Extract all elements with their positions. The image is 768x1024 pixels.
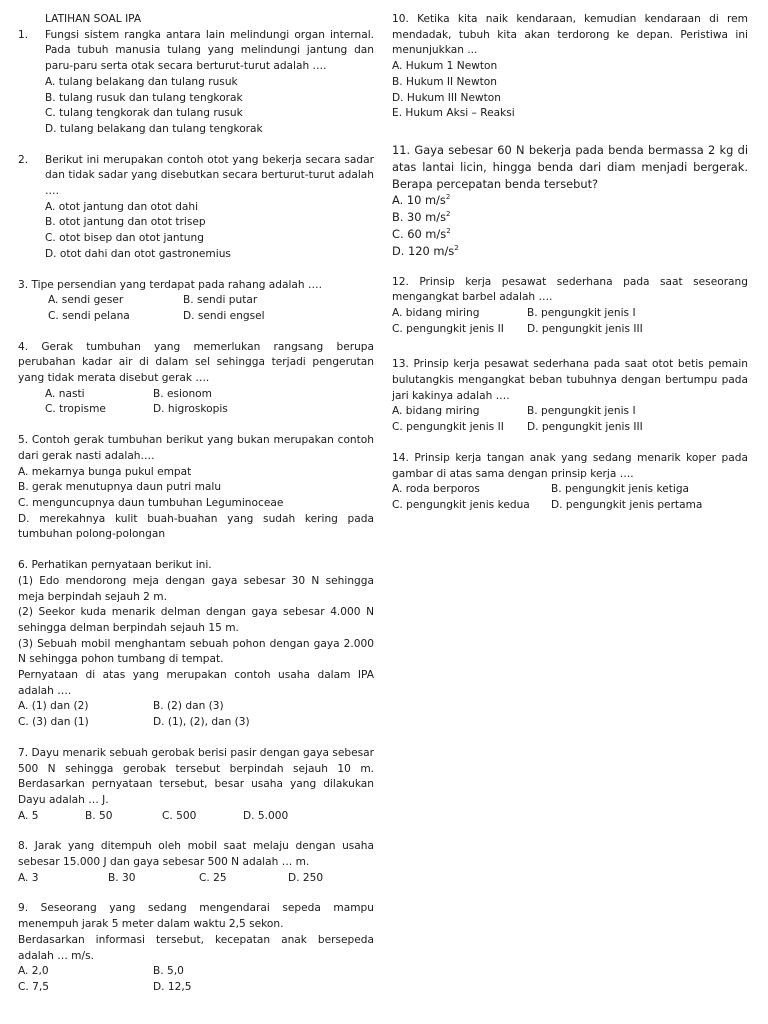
option: D. sendi engsel (183, 309, 265, 322)
option: B. 30 $m/s^2$ (392, 210, 451, 225)
question-text: Fungsi sistem rangka antara lain melindungi organ internal. Pada tubuh manusia tulang yang melindungi jantung dan paru-paru serta otak secara berturut-turut adalah …. (45, 28, 374, 73)
option: C. tulang tengkorak dan tulang rusuk (45, 107, 243, 120)
question-7 (18, 746, 374, 825)
option: B. Hukum II Newton (392, 75, 497, 88)
option: A. nasti (45, 387, 85, 400)
option: A. bidang miring (392, 306, 480, 319)
question-3 (18, 278, 374, 325)
option: C. 7,5 (18, 980, 49, 993)
option: B. 30 (108, 871, 136, 884)
statement: (1) Edo mendorong meja dengan gaya sebesar 30 N sehingga meja berpindah sejauh 2 m. (18, 574, 374, 603)
question-text: 7. Dayu menarik sebuah gerobak berisi pasir dengan gaya sebesar 500 N sehingga gerobak tersebut berpindah sejauh 10 m. Berdasarkan pernyataan tersebut, besar usaha yang dilakukan Dayu adalah … J. (18, 746, 374, 806)
option: D. higroskopis (153, 403, 228, 416)
question-9 (18, 901, 374, 995)
option: C. menguncupnya daun tumbuhan Leguminoceae (18, 496, 284, 509)
option: B. tulang rusuk dan tulang tengkorak (45, 91, 243, 104)
option: B. esionom (153, 387, 212, 400)
option: A. Hukum 1 Newton (392, 60, 498, 73)
worksheet-title: LATIHAN SOAL IPA (45, 13, 142, 25)
superscript: 2 (445, 193, 451, 202)
option: A. (1) dan (2) (18, 700, 89, 713)
question-prompt: Berdasarkan informasi tersebut, kecepatan anak bersepeda adalah … m/s. (18, 933, 374, 962)
option: A. mekarnya bunga pukul empat (18, 465, 192, 478)
option: B. pengungkit jenis I (527, 405, 636, 418)
option: E. Hukum Aksi – Reaksi (392, 107, 515, 120)
question-5 (18, 433, 374, 543)
statement: (2) Seekor kuda menarik delman dengan gaya sebesar 4.000 N sehingga delman berpindah sejauh 15 m. (18, 606, 374, 634)
option: B. gerak menutupnya daun putri malu (18, 481, 222, 494)
option: D. pengungkit jenis III (527, 421, 643, 434)
question-text: 4. Gerak tumbuhan yang memerlukan rangsang berupa perubahan kadar air di dalam sel sehingga terjadi pengerutan yang tidak merata disebut gerak …. (18, 340, 374, 385)
option: C. sendi pelana (48, 309, 130, 322)
option: D. otot dahi dan otot gastronemius (45, 247, 231, 260)
option-grid (392, 404, 748, 435)
question-11 (392, 142, 748, 260)
question-text: Berikut ini merupakan contoh otot yang bekerja secara sadar dan tidak sadar yang disebutkan secara berturut-turut adalah …. (45, 153, 374, 198)
option: C. tropisme (45, 403, 106, 416)
option: B. pengungkit jenis I (527, 306, 636, 319)
superscript: 2 (454, 243, 459, 252)
option: A. sendi geser (48, 294, 124, 307)
question-text: 3. Tipe persendian yang terdapat pada rahang adalah …. (18, 278, 322, 291)
question-12 (392, 275, 748, 338)
option: C. 60 $m/s^2$ (392, 226, 451, 241)
option: A. 10 $m/s^2$ (392, 193, 451, 208)
option: A. 5 (18, 809, 39, 822)
option-row (18, 809, 374, 825)
option-row (18, 871, 374, 887)
option-grid (18, 387, 374, 418)
option: A. tulang belakang dan tulang rusuk (45, 75, 238, 88)
option: D. tulang belakang dan tulang tengkorak (45, 122, 263, 135)
option: D. 250 (288, 871, 324, 884)
question-prompt: Pernyataan di atas yang merupakan contoh usaha dalam IPA adalah …. (18, 669, 374, 697)
option: A. 3 (18, 871, 39, 884)
question-text: 6. Perhatikan pernyataan berikut ini. (18, 559, 212, 572)
option: C. pengungkit jenis II (392, 421, 504, 434)
question-1 (18, 28, 374, 138)
option: B. pengungkit jenis ketiga (551, 483, 690, 496)
option: D. merekahnya kulit buah-buahan yang sudah kering pada tumbuhan polong-polongan (18, 512, 374, 541)
option: C. 25 (199, 871, 227, 884)
option: D. pengungkit jenis III (527, 322, 643, 335)
right-column (392, 12, 748, 529)
option-grid (18, 293, 374, 324)
left-column (18, 12, 374, 1011)
option-grid (392, 306, 748, 337)
option: D. (1), (2), dan (3) (153, 716, 250, 729)
option: C. pengungkit jenis II (392, 322, 504, 335)
option: D. 12,5 (153, 980, 192, 993)
question-text: 12. Prinsip kerja pesawat sederhana pada saat seseorang mengangkat barbel adalah …. (392, 275, 748, 304)
option: A. bidang miring (392, 405, 480, 418)
option: C. (3) dan (1) (18, 716, 89, 729)
option-grid (18, 964, 374, 995)
question-number: 2. (18, 153, 29, 166)
question-text: 11. Gaya sebesar 60 N bekerja pada benda bermassa 2 kg di atas lantai licin, hingga benda dari diam menjadi bergerak. Berapa percepatan benda tersebut? (392, 142, 748, 191)
option: C. pengungkit jenis kedua (392, 498, 530, 511)
option-grid (392, 482, 748, 513)
option: B. 5,0 (153, 965, 184, 978)
question-4 (18, 340, 374, 419)
option: A. 2,0 (18, 965, 49, 978)
question-2 (18, 153, 374, 263)
question-text: 14. Prinsip kerja tangan anak yang sedang menarik koper pada gambar di atas sama dengan prinsip kerja …. (392, 451, 748, 480)
option: A. roda berporos (392, 483, 480, 496)
question-text: 13. Prinsip kerja pesawat sederhana pada saat otot betis pemain bulutangkis mengangkat beban tubuhnya dengan bertumpu pada jari kakinya adalah …. (392, 358, 748, 402)
question-14 (392, 451, 748, 514)
option: B. otot jantung dan otot trisep (45, 216, 206, 229)
option: C. otot bisep dan otot jantung (45, 232, 204, 245)
option: B. sendi putar (183, 294, 258, 307)
question-10 (392, 12, 748, 122)
question-6 (18, 558, 374, 731)
statement: (3) Sebuah mobil menghantam sebuah pohon dengan gaya 2.000 N sehingga pohon tumbang di tempat. (18, 637, 374, 666)
question-13 (392, 357, 748, 436)
option: D. 5.000 (243, 809, 289, 822)
question-text: 8. Jarak yang ditempuh oleh mobil saat melaju dengan usaha sebesar 15.000 J dan gaya sebesar 500 N adalah … m. (18, 840, 374, 869)
option-grid (18, 699, 374, 730)
question-text: 5. Contoh gerak tumbuhan berikut yang bukan merupakan contoh dari gerak nasti adalah…. (18, 434, 374, 462)
question-text: 9. Seseorang yang sedang mengendarai sepeda mampu menempuh jarak 5 meter dalam waktu 2,5 sekon. (18, 902, 374, 931)
option: B. (2) dan (3) (153, 700, 224, 713)
option: A. otot jantung dan otot dahi (45, 200, 199, 213)
option: C. 500 (162, 809, 197, 822)
superscript: 2 (446, 210, 451, 219)
option: D. Hukum III Newton (392, 91, 501, 104)
question-number: 1. (18, 28, 29, 41)
question-8 (18, 839, 374, 886)
superscript: 2 (446, 227, 451, 236)
option: B. 50 (85, 809, 113, 822)
option: D. 120 $m/s^2$ (392, 243, 459, 258)
option: D. pengungkit jenis pertama (551, 498, 703, 511)
question-text: 10. Ketika kita naik kendaraan, kemudian kendaraan di rem mendadak, tubuh kita akan terdorong ke depan. Peristiwa ini menunjukkan ... (392, 13, 748, 57)
